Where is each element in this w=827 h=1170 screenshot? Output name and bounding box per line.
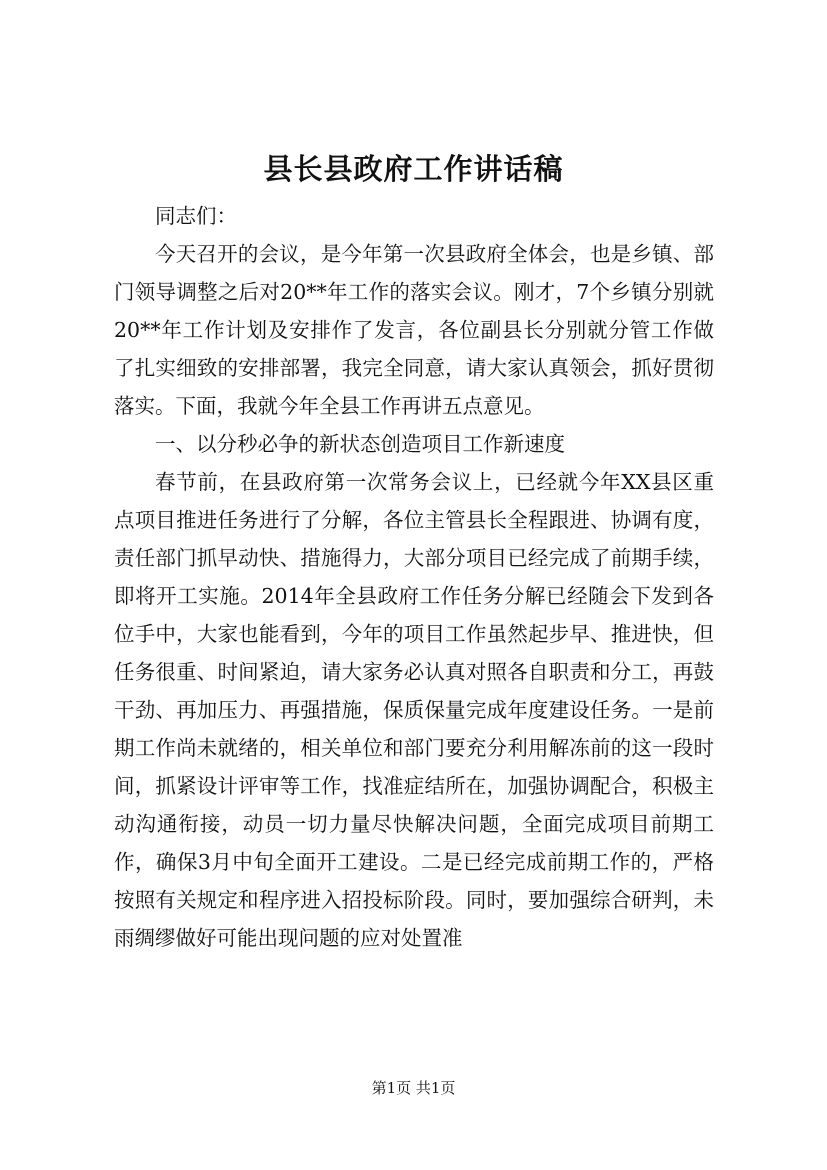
document-body (114, 197, 714, 957)
salutation-paragraph: 同志们： (155, 204, 237, 228)
section-heading: 一、以分秒必争的新状态创造项目工作新速度 (155, 432, 565, 456)
intro-paragraph: 今天召开的会议，是今年第一次县政府全体会，也是乡镇、部门领导调整之后对20**年工作的落实会议。刚才，7个乡镇分别就20**年工作计划及安排作了发言，各位副县长分别就分管工作做了扎实细致的安排部署，我完全同意，请大家认真领会，抓好贯彻落实。下面，我就今年全县工作再讲五点意见。 (114, 242, 714, 418)
page-number-footer: 第1页 共1页 (371, 1079, 456, 1097)
body-paragraph: 春节前，在县政府第一次常务会议上，已经就今年XX县区重点项目推进任务进行了分解，各位主管县长全程跟进、协调有度，责任部门抓早动快、措施得力，大部分项目已经完成了前期手续，即将开工实施。2014年全县政府工作任务分解已经随会下发到各位手中，大家也能看到，今年的项目工作虽然起步早、推进快，但任务很重、时间紧迫，请大家务必认真对照各自职责和分工，再鼓干劲、再加压力、再强措施，保质保量完成年度建设任务。一是前期工作尚未就绪的，相关单位和部门要充分利用解冻前的这一段时间，抓紧设计评审等工作，找准症结所在，加强协调配合，积极主动沟通衔接，动员一切力量尽快解决问题，全面完成项目前期工作，确保3月中旬全面开工建设。二是已经完成前期工作的，严格按照有关规定和程序进入招投标阶段。同时，要加强综合研判，未雨绸缪做好可能出现问题的应对处置准 (114, 470, 714, 950)
document-title: 县长县政府工作讲话稿 (263, 152, 564, 186)
